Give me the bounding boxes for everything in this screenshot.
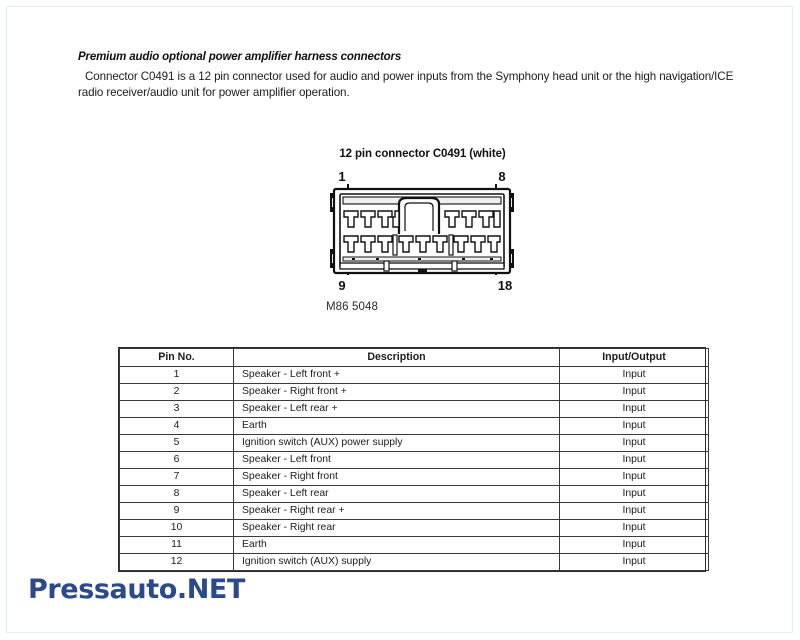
- cell-description: Ignition switch (AUX) supply: [234, 554, 560, 571]
- connector-bottom-flange: [340, 263, 504, 269]
- cell-description: Speaker - Left rear +: [234, 401, 560, 418]
- pin-assignment-table-wrapper: [119, 348, 705, 571]
- figure-title: 12 pin connector C0491 (white): [339, 148, 506, 160]
- cell-input-output: Input: [560, 469, 709, 486]
- cell-description: Speaker - Right front: [234, 469, 560, 486]
- cell-input-output: Input: [560, 503, 709, 520]
- connector-drawing-svg: [300, 171, 545, 293]
- cell-pin-no: 5: [120, 435, 234, 452]
- cell-pin-no: 9: [120, 503, 234, 520]
- table-header-row: [120, 349, 709, 367]
- cell-pin-no: 11: [120, 537, 234, 554]
- table-row: [120, 469, 709, 486]
- column-header-pin-no: Pin No.: [120, 349, 234, 367]
- pin-label-bottom-right: 18: [497, 278, 513, 293]
- cell-pin-no: 1: [120, 367, 234, 384]
- table-body: [120, 367, 709, 571]
- cell-pin-no: 4: [120, 418, 234, 435]
- terminal-row-lower: [344, 236, 500, 252]
- table-row: [120, 503, 709, 520]
- cell-pin-no: 6: [120, 452, 234, 469]
- column-header-input-output: Input/Output: [560, 349, 709, 367]
- connector-figure: [300, 148, 545, 313]
- table-row: [120, 452, 709, 469]
- cell-description: Earth: [234, 418, 560, 435]
- table-row: [120, 384, 709, 401]
- cell-description: Earth: [234, 537, 560, 554]
- cell-pin-no: 3: [120, 401, 234, 418]
- connector-illustration: [300, 171, 545, 293]
- cell-input-output: Input: [560, 452, 709, 469]
- section-heading: Premium audio optional power amplifier harness connectors: [78, 51, 402, 63]
- cell-pin-no: 12: [120, 554, 234, 571]
- connector-centre-latch: [399, 198, 439, 234]
- cell-description: Speaker - Right rear +: [234, 503, 560, 520]
- cell-input-output: Input: [560, 537, 709, 554]
- cell-input-output: Input: [560, 520, 709, 537]
- cell-pin-no: 7: [120, 469, 234, 486]
- pin-assignment-table: [119, 348, 709, 571]
- section-body-text: Connector C0491 is a 12 pin connector used for audio and power inputs from the Symphony head unit or the high navigation/ICE radio receiver/audio unit for power amplifier operation.: [78, 70, 734, 99]
- table-row: [120, 537, 709, 554]
- cell-pin-no: 10: [120, 520, 234, 537]
- cell-description: Speaker - Left front +: [234, 367, 560, 384]
- pin-label-top-left: 1: [338, 171, 346, 184]
- connector-bottom-key: [418, 269, 427, 272]
- cell-input-output: Input: [560, 435, 709, 452]
- connector-base-rail: [343, 257, 501, 261]
- cell-input-output: Input: [560, 554, 709, 571]
- cell-input-output: Input: [560, 486, 709, 503]
- cell-pin-no: 8: [120, 486, 234, 503]
- table-row: [120, 554, 709, 571]
- figure-caption: M86 5048: [326, 301, 378, 313]
- intro-block: [78, 50, 743, 101]
- table-row: [120, 435, 709, 452]
- table-head: [120, 349, 709, 367]
- table-row: [120, 401, 709, 418]
- cell-input-output: Input: [560, 384, 709, 401]
- cell-description: Speaker - Left front: [234, 452, 560, 469]
- cell-description: Ignition switch (AUX) power supply: [234, 435, 560, 452]
- cell-description: Speaker - Left rear: [234, 486, 560, 503]
- table-row: [120, 520, 709, 537]
- column-header-description: Description: [234, 349, 560, 367]
- pin-label-top-right: 8: [498, 171, 506, 184]
- table-row: [120, 418, 709, 435]
- cell-description: Speaker - Right front +: [234, 384, 560, 401]
- watermark-pressauto: Pressauto.NET: [28, 574, 245, 605]
- table-row: [120, 367, 709, 384]
- cell-input-output: Input: [560, 418, 709, 435]
- cell-description: Speaker - Right rear: [234, 520, 560, 537]
- pin-label-bottom-left: 9: [338, 278, 346, 293]
- cell-pin-no: 2: [120, 384, 234, 401]
- table-row: [120, 486, 709, 503]
- cell-input-output: Input: [560, 401, 709, 418]
- cell-input-output: Input: [560, 367, 709, 384]
